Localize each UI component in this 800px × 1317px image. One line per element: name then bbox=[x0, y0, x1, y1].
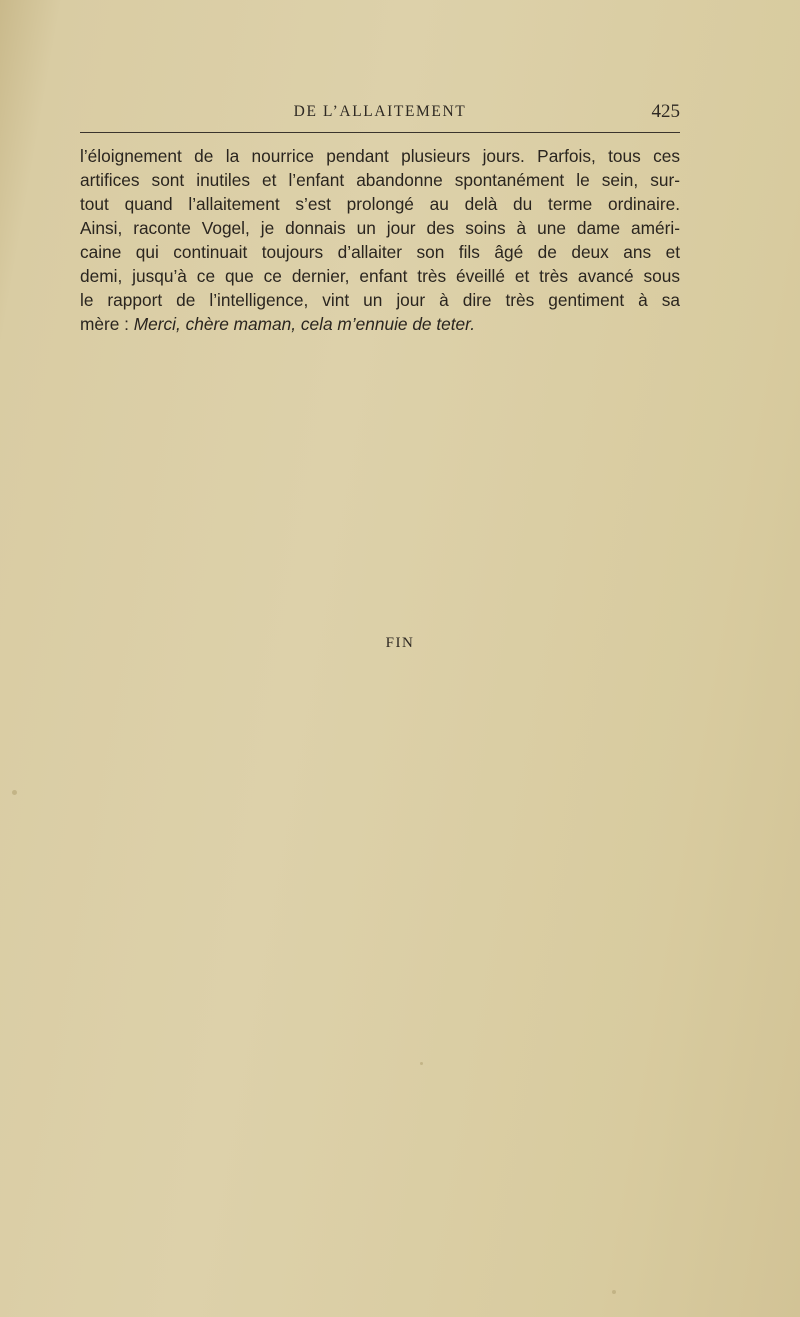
end-mark: FIN bbox=[385, 635, 415, 651]
text-line-last bbox=[80, 312, 680, 336]
paper-speck bbox=[612, 1290, 616, 1294]
quoted-phrase: Merci, chère maman, cela m’ennuie de teter. bbox=[133, 314, 476, 334]
text-line: tout quand l’allaitement s’est prolongé au delà du terme ordinaire. bbox=[80, 194, 680, 214]
text-line: Ainsi, raconte Vogel, je donnais un jour des soins à une dame améri- bbox=[80, 218, 680, 238]
paper-speck bbox=[420, 1062, 423, 1065]
paper-speck bbox=[12, 790, 17, 795]
text-line: demi, jusqu’à ce que ce dernier, enfant très éveillé et très avancé sous bbox=[80, 266, 680, 286]
text-line: artifices sont inutiles et l’enfant abandonne spontanément le sein, sur- bbox=[80, 170, 680, 190]
last-line-prefix: mère : bbox=[80, 314, 134, 334]
text-line: l’éloignement de la nourrice pendant plusieurs jours. Parfois, tous ces bbox=[80, 146, 680, 166]
header-rule bbox=[80, 132, 680, 133]
text-line: le rapport de l’intelligence, vint un jour à dire très gentiment à sa bbox=[80, 290, 680, 310]
running-title: DE L’ALLAITEMENT bbox=[293, 103, 467, 120]
body-paragraph bbox=[80, 144, 680, 336]
running-head bbox=[80, 103, 680, 129]
text-line: caine qui continuait toujours d’allaiter son fils âgé de deux ans et bbox=[80, 242, 680, 262]
page-number: 425 bbox=[651, 101, 680, 122]
